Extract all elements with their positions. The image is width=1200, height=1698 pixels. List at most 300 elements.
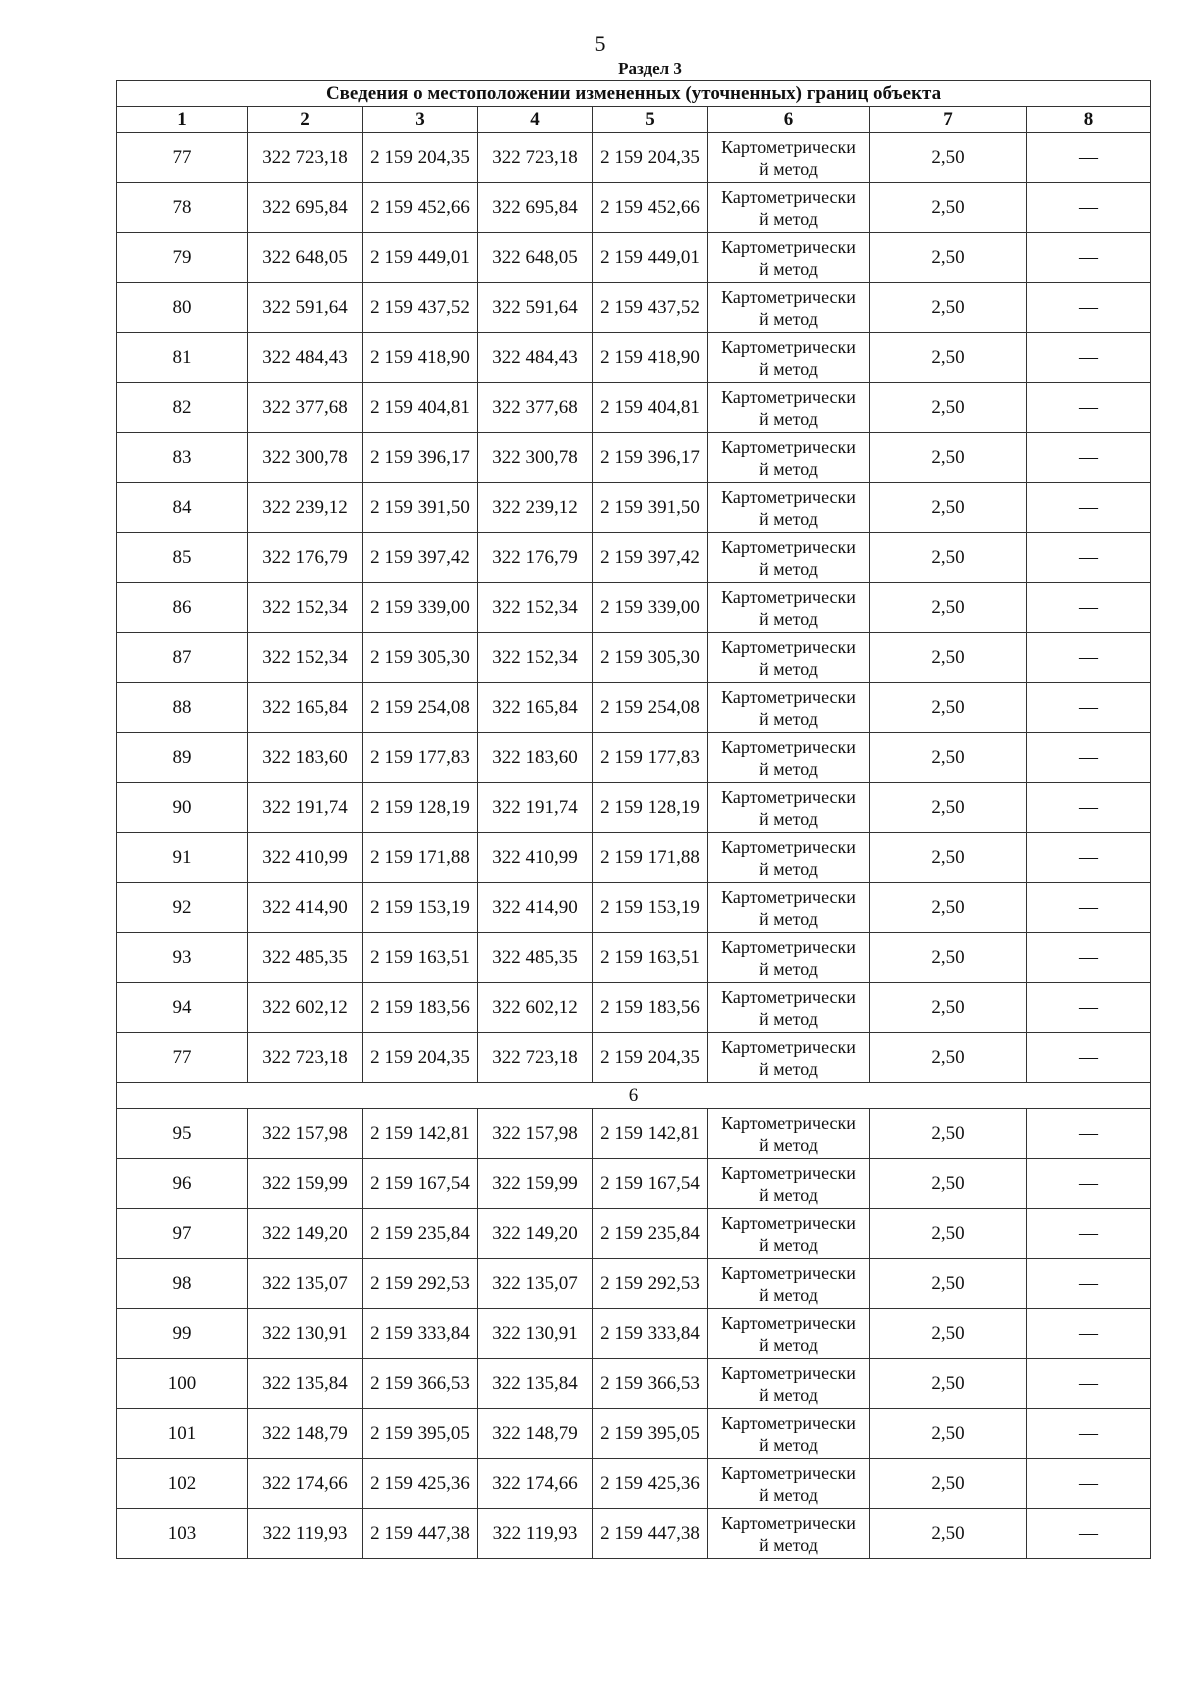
existing-x-cell: 322 695,84 bbox=[248, 183, 363, 233]
existing-y-cell: 2 159 204,35 bbox=[363, 1033, 478, 1083]
method-line-1: Картометрически bbox=[721, 1362, 856, 1383]
new-y-cell: 2 159 404,81 bbox=[593, 383, 708, 433]
new-x-cell: 322 695,84 bbox=[478, 183, 593, 233]
existing-x-cell: 322 176,79 bbox=[248, 533, 363, 583]
existing-x-cell: 322 152,34 bbox=[248, 633, 363, 683]
existing-y-cell: 2 159 128,19 bbox=[363, 783, 478, 833]
new-y-cell: 2 159 396,17 bbox=[593, 433, 708, 483]
new-y-cell: 2 159 305,30 bbox=[593, 633, 708, 683]
column-8-cell: — bbox=[1027, 533, 1151, 583]
method-cell bbox=[708, 583, 870, 633]
method-line-2: й метод bbox=[759, 158, 818, 179]
method-cell bbox=[708, 1509, 870, 1559]
column-header: 8 bbox=[1027, 107, 1151, 133]
point-number-cell: 79 bbox=[117, 233, 248, 283]
method-line-1: Картометрически bbox=[721, 786, 856, 807]
method-line-1: Картометрически bbox=[721, 136, 856, 157]
column-8-cell: — bbox=[1027, 1509, 1151, 1559]
column-8-cell: — bbox=[1027, 933, 1151, 983]
column-8-cell: — bbox=[1027, 433, 1151, 483]
new-x-cell: 322 484,43 bbox=[478, 333, 593, 383]
accuracy-cell: 2,50 bbox=[870, 133, 1027, 183]
table-row bbox=[117, 283, 1151, 333]
method-line-2: й метод bbox=[759, 1134, 818, 1155]
existing-x-cell: 322 183,60 bbox=[248, 733, 363, 783]
existing-y-cell: 2 159 153,19 bbox=[363, 883, 478, 933]
boundary-coordinates-table bbox=[116, 80, 1151, 1559]
new-y-cell: 2 159 447,38 bbox=[593, 1509, 708, 1559]
column-number-row bbox=[117, 107, 1151, 133]
existing-x-cell: 322 148,79 bbox=[248, 1409, 363, 1459]
method-line-2: й метод bbox=[759, 758, 818, 779]
accuracy-cell: 2,50 bbox=[870, 1359, 1027, 1409]
existing-x-cell: 322 723,18 bbox=[248, 1033, 363, 1083]
column-8-cell: — bbox=[1027, 183, 1151, 233]
table-caption: Сведения о местоположении измененных (уточненных) границ объекта bbox=[117, 81, 1151, 107]
table-row bbox=[117, 983, 1151, 1033]
column-8-cell: — bbox=[1027, 1409, 1151, 1459]
accuracy-cell: 2,50 bbox=[870, 1409, 1027, 1459]
accuracy-cell: 2,50 bbox=[870, 633, 1027, 683]
method-cell bbox=[708, 1259, 870, 1309]
accuracy-cell: 2,50 bbox=[870, 1109, 1027, 1159]
existing-y-cell: 2 159 404,81 bbox=[363, 383, 478, 433]
column-8-cell: — bbox=[1027, 1209, 1151, 1259]
point-number-cell: 101 bbox=[117, 1409, 248, 1459]
existing-y-cell: 2 159 447,38 bbox=[363, 1509, 478, 1559]
method-line-2: й метод bbox=[759, 808, 818, 829]
method-line-1: Картометрически bbox=[721, 1162, 856, 1183]
accuracy-cell: 2,50 bbox=[870, 483, 1027, 533]
new-x-cell: 322 410,99 bbox=[478, 833, 593, 883]
point-number-cell: 95 bbox=[117, 1109, 248, 1159]
method-line-2: й метод bbox=[759, 1534, 818, 1555]
point-number-cell: 94 bbox=[117, 983, 248, 1033]
existing-y-cell: 2 159 254,08 bbox=[363, 683, 478, 733]
column-8-cell: — bbox=[1027, 633, 1151, 683]
table-body bbox=[117, 133, 1151, 1559]
method-line-1: Картометрически bbox=[721, 686, 856, 707]
accuracy-cell: 2,50 bbox=[870, 1459, 1027, 1509]
new-x-cell: 322 485,35 bbox=[478, 933, 593, 983]
column-8-cell: — bbox=[1027, 1109, 1151, 1159]
point-number-cell: 99 bbox=[117, 1309, 248, 1359]
accuracy-cell: 2,50 bbox=[870, 533, 1027, 583]
method-line-1: Картометрически bbox=[721, 436, 856, 457]
new-x-cell: 322 157,98 bbox=[478, 1109, 593, 1159]
new-x-cell: 322 377,68 bbox=[478, 383, 593, 433]
method-cell bbox=[708, 1359, 870, 1409]
new-y-cell: 2 159 163,51 bbox=[593, 933, 708, 983]
column-header: 2 bbox=[248, 107, 363, 133]
table-row bbox=[117, 183, 1151, 233]
new-x-cell: 322 723,18 bbox=[478, 133, 593, 183]
table-row bbox=[117, 1209, 1151, 1259]
method-cell bbox=[708, 833, 870, 883]
existing-y-cell: 2 159 204,35 bbox=[363, 133, 478, 183]
method-line-1: Картометрически bbox=[721, 1462, 856, 1483]
new-y-cell: 2 159 204,35 bbox=[593, 1033, 708, 1083]
method-line-2: й метод bbox=[759, 1284, 818, 1305]
table-row bbox=[117, 533, 1151, 583]
method-line-2: й метод bbox=[759, 458, 818, 479]
accuracy-cell: 2,50 bbox=[870, 583, 1027, 633]
table-row bbox=[117, 633, 1151, 683]
new-x-cell: 322 191,74 bbox=[478, 783, 593, 833]
new-x-cell: 322 591,64 bbox=[478, 283, 593, 333]
point-number-cell: 86 bbox=[117, 583, 248, 633]
new-y-cell: 2 159 153,19 bbox=[593, 883, 708, 933]
method-line-2: й метод bbox=[759, 358, 818, 379]
new-y-cell: 2 159 254,08 bbox=[593, 683, 708, 733]
column-8-cell: — bbox=[1027, 1259, 1151, 1309]
method-line-1: Картометрически bbox=[721, 186, 856, 207]
method-cell bbox=[708, 1033, 870, 1083]
method-line-2: й метод bbox=[759, 1058, 818, 1079]
new-x-cell: 322 174,66 bbox=[478, 1459, 593, 1509]
table-row bbox=[117, 1109, 1151, 1159]
column-8-cell: — bbox=[1027, 1459, 1151, 1509]
method-cell bbox=[708, 233, 870, 283]
method-cell bbox=[708, 883, 870, 933]
existing-x-cell: 322 723,18 bbox=[248, 133, 363, 183]
existing-y-cell: 2 159 142,81 bbox=[363, 1109, 478, 1159]
column-header: 7 bbox=[870, 107, 1027, 133]
point-number-cell: 97 bbox=[117, 1209, 248, 1259]
point-number-cell: 102 bbox=[117, 1459, 248, 1509]
table-row bbox=[117, 1309, 1151, 1359]
accuracy-cell: 2,50 bbox=[870, 1259, 1027, 1309]
new-x-cell: 322 165,84 bbox=[478, 683, 593, 733]
new-y-cell: 2 159 339,00 bbox=[593, 583, 708, 633]
table-row bbox=[117, 683, 1151, 733]
method-cell bbox=[708, 433, 870, 483]
existing-y-cell: 2 159 333,84 bbox=[363, 1309, 478, 1359]
existing-x-cell: 322 119,93 bbox=[248, 1509, 363, 1559]
column-8-cell: — bbox=[1027, 883, 1151, 933]
method-line-1: Картометрически bbox=[721, 986, 856, 1007]
table-row bbox=[117, 883, 1151, 933]
existing-x-cell: 322 149,20 bbox=[248, 1209, 363, 1259]
new-x-cell: 322 148,79 bbox=[478, 1409, 593, 1459]
method-line-2: й метод bbox=[759, 1334, 818, 1355]
column-8-cell: — bbox=[1027, 583, 1151, 633]
method-cell bbox=[708, 1209, 870, 1259]
new-x-cell: 322 119,93 bbox=[478, 1509, 593, 1559]
accuracy-cell: 2,50 bbox=[870, 333, 1027, 383]
new-y-cell: 2 159 391,50 bbox=[593, 483, 708, 533]
column-8-cell: — bbox=[1027, 283, 1151, 333]
new-y-cell: 2 159 425,36 bbox=[593, 1459, 708, 1509]
column-8-cell: — bbox=[1027, 483, 1151, 533]
existing-y-cell: 2 159 339,00 bbox=[363, 583, 478, 633]
method-line-2: й метод bbox=[759, 258, 818, 279]
new-y-cell: 2 159 235,84 bbox=[593, 1209, 708, 1259]
method-cell bbox=[708, 783, 870, 833]
column-8-cell: — bbox=[1027, 333, 1151, 383]
table-row bbox=[117, 1459, 1151, 1509]
new-y-cell: 2 159 292,53 bbox=[593, 1259, 708, 1309]
method-cell bbox=[708, 1409, 870, 1459]
table-row bbox=[117, 1159, 1151, 1209]
column-8-cell: — bbox=[1027, 733, 1151, 783]
new-x-cell: 322 648,05 bbox=[478, 233, 593, 283]
method-line-1: Картометрически bbox=[721, 486, 856, 507]
column-header: 6 bbox=[708, 107, 870, 133]
method-line-1: Картометрически bbox=[721, 1212, 856, 1233]
table-row bbox=[117, 433, 1151, 483]
method-cell bbox=[708, 1309, 870, 1359]
new-x-cell: 322 130,91 bbox=[478, 1309, 593, 1359]
point-number-cell: 89 bbox=[117, 733, 248, 783]
point-number-cell: 84 bbox=[117, 483, 248, 533]
new-x-cell: 322 159,99 bbox=[478, 1159, 593, 1209]
new-x-cell: 322 135,84 bbox=[478, 1359, 593, 1409]
new-y-cell: 2 159 167,54 bbox=[593, 1159, 708, 1209]
table-caption-row bbox=[117, 81, 1151, 107]
method-line-1: Картометрически bbox=[721, 736, 856, 757]
accuracy-cell: 2,50 bbox=[870, 1159, 1027, 1209]
column-8-cell: — bbox=[1027, 1359, 1151, 1409]
new-x-cell: 322 176,79 bbox=[478, 533, 593, 583]
method-line-1: Картометрически bbox=[721, 1262, 856, 1283]
new-y-cell: 2 159 177,83 bbox=[593, 733, 708, 783]
existing-x-cell: 322 410,99 bbox=[248, 833, 363, 883]
existing-x-cell: 322 648,05 bbox=[248, 233, 363, 283]
column-8-cell: — bbox=[1027, 983, 1151, 1033]
new-x-cell: 322 135,07 bbox=[478, 1259, 593, 1309]
method-line-1: Картометрически bbox=[721, 636, 856, 657]
method-line-2: й метод bbox=[759, 958, 818, 979]
existing-x-cell: 322 602,12 bbox=[248, 983, 363, 1033]
point-number-cell: 77 bbox=[117, 1033, 248, 1083]
method-line-2: й метод bbox=[759, 1234, 818, 1255]
point-number-cell: 78 bbox=[117, 183, 248, 233]
existing-x-cell: 322 159,99 bbox=[248, 1159, 363, 1209]
point-number-cell: 100 bbox=[117, 1359, 248, 1409]
new-y-cell: 2 159 437,52 bbox=[593, 283, 708, 333]
method-line-2: й метод bbox=[759, 308, 818, 329]
method-line-2: й метод bbox=[759, 1384, 818, 1405]
new-y-cell: 2 159 183,56 bbox=[593, 983, 708, 1033]
method-cell bbox=[708, 183, 870, 233]
method-cell bbox=[708, 683, 870, 733]
accuracy-cell: 2,50 bbox=[870, 1509, 1027, 1559]
column-8-cell: — bbox=[1027, 833, 1151, 883]
new-x-cell: 322 239,12 bbox=[478, 483, 593, 533]
column-8-cell: — bbox=[1027, 233, 1151, 283]
existing-y-cell: 2 159 418,90 bbox=[363, 333, 478, 383]
accuracy-cell: 2,50 bbox=[870, 983, 1027, 1033]
method-line-2: й метод bbox=[759, 208, 818, 229]
point-number-cell: 96 bbox=[117, 1159, 248, 1209]
column-8-cell: — bbox=[1027, 783, 1151, 833]
point-number-cell: 83 bbox=[117, 433, 248, 483]
method-cell bbox=[708, 1159, 870, 1209]
section-title: Раздел 3 bbox=[618, 59, 682, 78]
method-line-2: й метод bbox=[759, 708, 818, 729]
new-y-cell: 2 159 397,42 bbox=[593, 533, 708, 583]
existing-x-cell: 322 485,35 bbox=[248, 933, 363, 983]
method-line-1: Картометрически bbox=[721, 1312, 856, 1333]
existing-x-cell: 322 191,74 bbox=[248, 783, 363, 833]
existing-y-cell: 2 159 395,05 bbox=[363, 1409, 478, 1459]
method-line-2: й метод bbox=[759, 608, 818, 629]
existing-x-cell: 322 591,64 bbox=[248, 283, 363, 333]
table-row bbox=[117, 233, 1151, 283]
table-row bbox=[117, 483, 1151, 533]
existing-x-cell: 322 300,78 bbox=[248, 433, 363, 483]
method-line-2: й метод bbox=[759, 408, 818, 429]
column-header: 4 bbox=[478, 107, 593, 133]
accuracy-cell: 2,50 bbox=[870, 683, 1027, 733]
method-cell bbox=[708, 633, 870, 683]
column-8-cell: — bbox=[1027, 383, 1151, 433]
table-row bbox=[117, 133, 1151, 183]
new-y-cell: 2 159 449,01 bbox=[593, 233, 708, 283]
method-line-1: Картометрически bbox=[721, 836, 856, 857]
new-x-cell: 322 414,90 bbox=[478, 883, 593, 933]
method-cell bbox=[708, 533, 870, 583]
column-header: 1 bbox=[117, 107, 248, 133]
existing-x-cell: 322 174,66 bbox=[248, 1459, 363, 1509]
page-number: 5 bbox=[594, 31, 606, 56]
accuracy-cell: 2,50 bbox=[870, 833, 1027, 883]
existing-x-cell: 322 135,84 bbox=[248, 1359, 363, 1409]
column-8-cell: — bbox=[1027, 1033, 1151, 1083]
method-line-1: Картометрически bbox=[721, 1512, 856, 1533]
new-y-cell: 2 159 128,19 bbox=[593, 783, 708, 833]
new-x-cell: 322 149,20 bbox=[478, 1209, 593, 1259]
method-line-1: Картометрически bbox=[721, 536, 856, 557]
table-row bbox=[117, 383, 1151, 433]
point-number-cell: 103 bbox=[117, 1509, 248, 1559]
method-cell bbox=[708, 733, 870, 783]
accuracy-cell: 2,50 bbox=[870, 433, 1027, 483]
new-y-cell: 2 159 333,84 bbox=[593, 1309, 708, 1359]
existing-y-cell: 2 159 167,54 bbox=[363, 1159, 478, 1209]
method-cell bbox=[708, 333, 870, 383]
column-header: 5 bbox=[593, 107, 708, 133]
table-row bbox=[117, 1509, 1151, 1559]
existing-y-cell: 2 159 177,83 bbox=[363, 733, 478, 783]
method-cell bbox=[708, 1459, 870, 1509]
existing-x-cell: 322 130,91 bbox=[248, 1309, 363, 1359]
accuracy-cell: 2,50 bbox=[870, 733, 1027, 783]
accuracy-cell: 2,50 bbox=[870, 1033, 1027, 1083]
column-header: 3 bbox=[363, 107, 478, 133]
existing-y-cell: 2 159 449,01 bbox=[363, 233, 478, 283]
method-cell bbox=[708, 483, 870, 533]
table-row bbox=[117, 333, 1151, 383]
existing-y-cell: 2 159 452,66 bbox=[363, 183, 478, 233]
accuracy-cell: 2,50 bbox=[870, 283, 1027, 333]
method-cell bbox=[708, 383, 870, 433]
method-line-2: й метод bbox=[759, 858, 818, 879]
point-number-cell: 77 bbox=[117, 133, 248, 183]
table-row bbox=[117, 583, 1151, 633]
existing-y-cell: 2 159 235,84 bbox=[363, 1209, 478, 1259]
method-line-2: й метод bbox=[759, 558, 818, 579]
existing-y-cell: 2 159 163,51 bbox=[363, 933, 478, 983]
table-row bbox=[117, 1259, 1151, 1309]
method-line-1: Картометрически bbox=[721, 1412, 856, 1433]
table-row bbox=[117, 933, 1151, 983]
existing-y-cell: 2 159 396,17 bbox=[363, 433, 478, 483]
existing-x-cell: 322 414,90 bbox=[248, 883, 363, 933]
table-row bbox=[117, 833, 1151, 883]
method-line-1: Картометрически bbox=[721, 1112, 856, 1133]
new-x-cell: 322 183,60 bbox=[478, 733, 593, 783]
new-x-cell: 322 602,12 bbox=[478, 983, 593, 1033]
point-number-cell: 81 bbox=[117, 333, 248, 383]
accuracy-cell: 2,50 bbox=[870, 233, 1027, 283]
existing-y-cell: 2 159 425,36 bbox=[363, 1459, 478, 1509]
existing-y-cell: 2 159 183,56 bbox=[363, 983, 478, 1033]
contour-group-row bbox=[117, 1083, 1151, 1109]
new-x-cell: 322 152,34 bbox=[478, 583, 593, 633]
column-8-cell: — bbox=[1027, 1159, 1151, 1209]
accuracy-cell: 2,50 bbox=[870, 383, 1027, 433]
existing-y-cell: 2 159 437,52 bbox=[363, 283, 478, 333]
new-x-cell: 322 723,18 bbox=[478, 1033, 593, 1083]
accuracy-cell: 2,50 bbox=[870, 883, 1027, 933]
method-line-1: Картометрически bbox=[721, 936, 856, 957]
method-line-1: Картометрически bbox=[721, 386, 856, 407]
point-number-cell: 87 bbox=[117, 633, 248, 683]
existing-x-cell: 322 377,68 bbox=[248, 383, 363, 433]
method-cell bbox=[708, 983, 870, 1033]
new-y-cell: 2 159 395,05 bbox=[593, 1409, 708, 1459]
column-8-cell: — bbox=[1027, 683, 1151, 733]
method-cell bbox=[708, 283, 870, 333]
existing-x-cell: 322 135,07 bbox=[248, 1259, 363, 1309]
existing-x-cell: 322 239,12 bbox=[248, 483, 363, 533]
method-line-2: й метод bbox=[759, 1008, 818, 1029]
new-y-cell: 2 159 171,88 bbox=[593, 833, 708, 883]
point-number-cell: 91 bbox=[117, 833, 248, 883]
method-line-1: Картометрически bbox=[721, 586, 856, 607]
point-number-cell: 82 bbox=[117, 383, 248, 433]
column-8-cell: — bbox=[1027, 133, 1151, 183]
existing-y-cell: 2 159 305,30 bbox=[363, 633, 478, 683]
accuracy-cell: 2,50 bbox=[870, 183, 1027, 233]
method-line-2: й метод bbox=[759, 1184, 818, 1205]
existing-x-cell: 322 165,84 bbox=[248, 683, 363, 733]
point-number-cell: 90 bbox=[117, 783, 248, 833]
method-line-2: й метод bbox=[759, 1434, 818, 1455]
new-y-cell: 2 159 418,90 bbox=[593, 333, 708, 383]
table-row bbox=[117, 783, 1151, 833]
existing-x-cell: 322 152,34 bbox=[248, 583, 363, 633]
point-number-cell: 98 bbox=[117, 1259, 248, 1309]
method-line-1: Картометрически bbox=[721, 236, 856, 257]
accuracy-cell: 2,50 bbox=[870, 783, 1027, 833]
existing-y-cell: 2 159 391,50 bbox=[363, 483, 478, 533]
new-y-cell: 2 159 204,35 bbox=[593, 133, 708, 183]
table-row bbox=[117, 1033, 1151, 1083]
table-row bbox=[117, 733, 1151, 783]
existing-y-cell: 2 159 397,42 bbox=[363, 533, 478, 583]
method-line-2: й метод bbox=[759, 908, 818, 929]
table-row bbox=[117, 1409, 1151, 1459]
new-y-cell: 2 159 142,81 bbox=[593, 1109, 708, 1159]
method-line-1: Картометрически bbox=[721, 336, 856, 357]
existing-x-cell: 322 484,43 bbox=[248, 333, 363, 383]
method-cell bbox=[708, 133, 870, 183]
existing-y-cell: 2 159 292,53 bbox=[363, 1259, 478, 1309]
point-number-cell: 88 bbox=[117, 683, 248, 733]
